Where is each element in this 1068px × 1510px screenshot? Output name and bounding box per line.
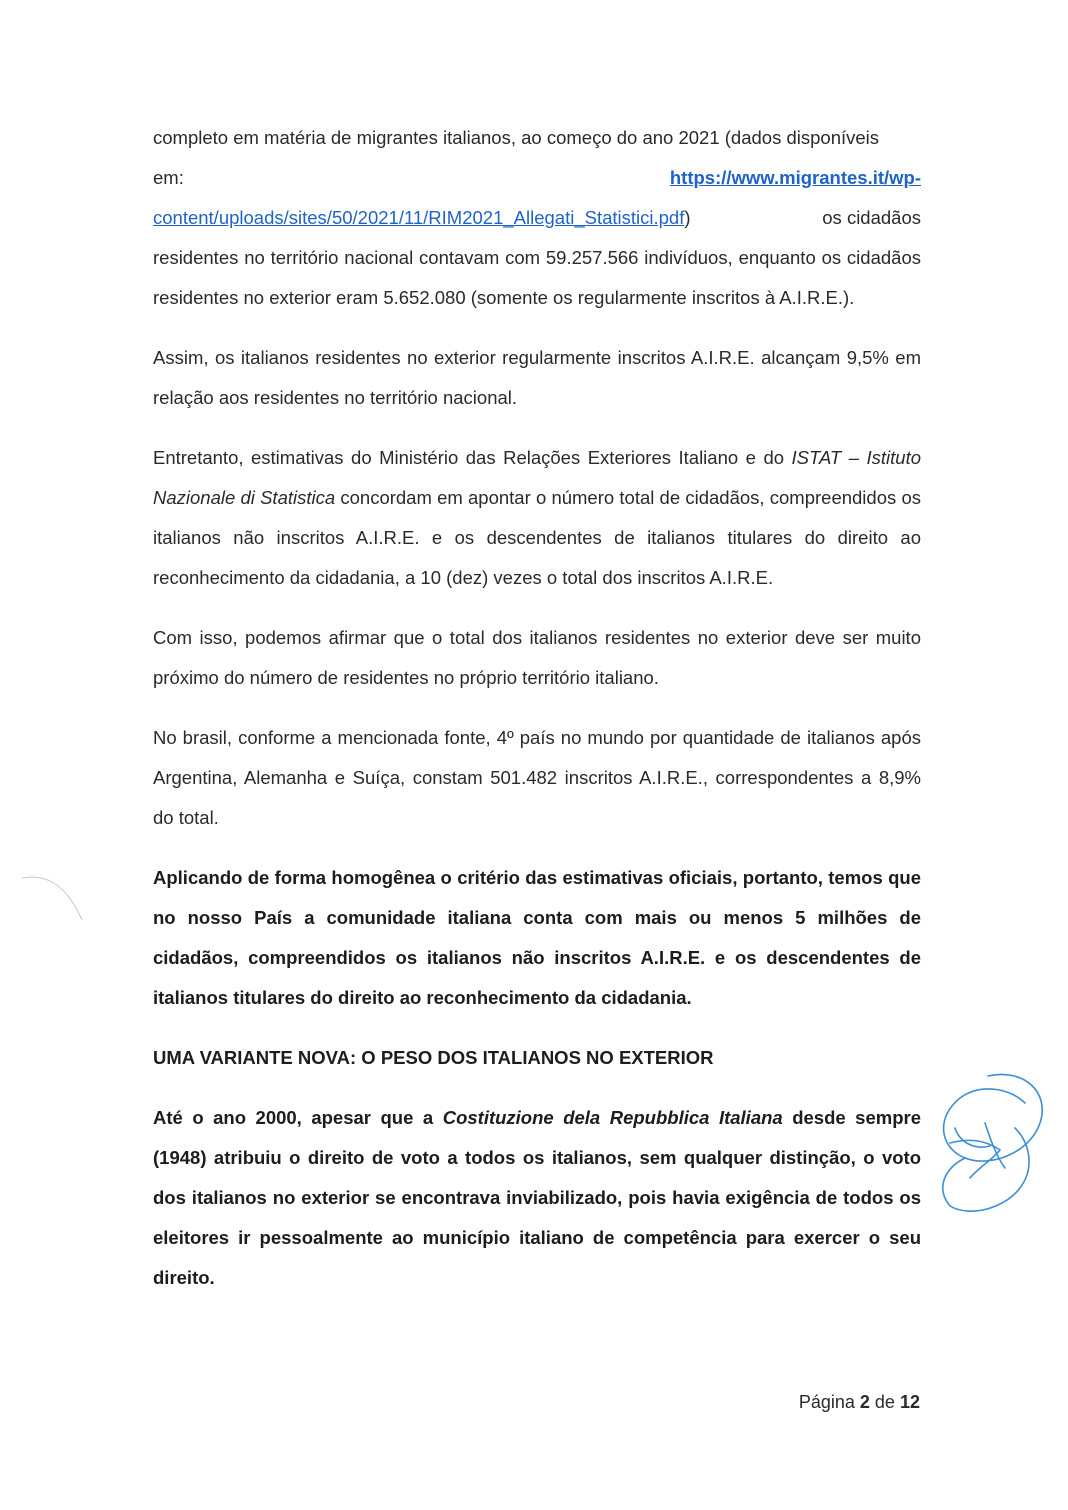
page-label: Página: [798, 1392, 855, 1412]
stray-pen-mark: [20, 870, 90, 930]
after-link-text: os cidadãos: [822, 207, 921, 228]
link-line-2: [153, 198, 921, 238]
paragraph1-line1: completo em matéria de migrantes italianos, ao começo do ano 2021 (dados disponíveis: [153, 127, 880, 148]
paragraph7-start: Até o ano 2000, apesar que a: [153, 1107, 443, 1128]
paragraph-total-abroad: Com isso, podemos afirmar que o total dos italianos residentes no exterior deve ser muito próximo do número de residentes no próprio território italiano.: [153, 627, 921, 688]
paragraph-aire-percentage: Assim, os italianos residentes no exterior regularmente inscritos A.I.R.E. alcançam 9,5% em relação aos residentes no território nacional.: [153, 347, 921, 408]
link-line-2-left: [153, 198, 691, 238]
total-pages: 12: [899, 1392, 920, 1412]
source-link-part1[interactable]: https://www.migrantes.it/wp-: [669, 167, 921, 188]
paragraph3-start: Entretanto, estimativas do Ministério das Relações Exteriores Italiano e do: [153, 447, 792, 468]
paragraph1-rest: residentes no território nacional contavam com 59.257.566 indivíduos, enquanto os cidadãos residentes no exterior eram 5.652.080 (somente os regularmente inscritos à A.I.R.E.).: [153, 247, 921, 308]
paragraph-estimates: [153, 438, 921, 598]
paragraph-brazil: No brasil, conforme a mencionada fonte, 4º país no mundo por quantidade de italianos após Argentina, Alemanha e Suíça, constam 501.482 inscritos A.I.R.E., correspondentes a 8,9% do total.: [153, 727, 921, 828]
paragraph7-italic: Costituzione dela Repubblica Italiana: [442, 1107, 783, 1128]
section-heading: UMA VARIANTE NOVA: O PESO DOS ITALIANOS NO EXTERIOR: [153, 1047, 714, 1068]
paragraph3-end: concordam em apontar o número total de cidadãos, compreendidos os italianos não inscritos A.I.R.E. e os descendentes de italianos titulares do direito ao reconhecimento da cidadania, a 10 (dez) vezes o total dos inscritos A.I.R.E.: [153, 487, 921, 588]
page-footer: [799, 1392, 920, 1413]
page-content: [153, 118, 921, 1318]
source-link-part2[interactable]: content/uploads/sites/50/2021/11/RIM2021_Allegati_Statistici.pdf: [153, 207, 685, 228]
paragraph-homogeneous: Aplicando de forma homogênea o critério das estimativas oficiais, portanto, temos que no nosso País a comunidade italiana conta com mais ou menos 5 milhões de cidadãos, compreendidos os italianos não inscritos A.I.R.E. e os descendentes de italianos titulares do direito ao reconhecimento da cidadania.: [153, 867, 921, 1008]
paragraph-voting: [153, 1098, 921, 1298]
link-line: [153, 158, 921, 198]
paragraph-migrant-data: [153, 118, 921, 318]
em-label: em:: [153, 167, 184, 188]
of-label: de: [874, 1392, 895, 1412]
paragraph3-italic: ISTAT – Istituto Nazionale di Statistica: [153, 447, 921, 508]
close-paren: ): [684, 207, 691, 228]
paragraph7-end: desde sempre (1948) atribuiu o direito de voto a todos os italianos, sem qualquer distinção, o voto dos italianos no exterior se encontrava inviabilizado, pois havia exigência de todos os eleitores ir pessoalmente ao município italiano de competência para exercer o seu direito.: [153, 1107, 922, 1288]
page-number: 2: [859, 1392, 870, 1412]
signature-mark: [930, 1068, 1050, 1218]
